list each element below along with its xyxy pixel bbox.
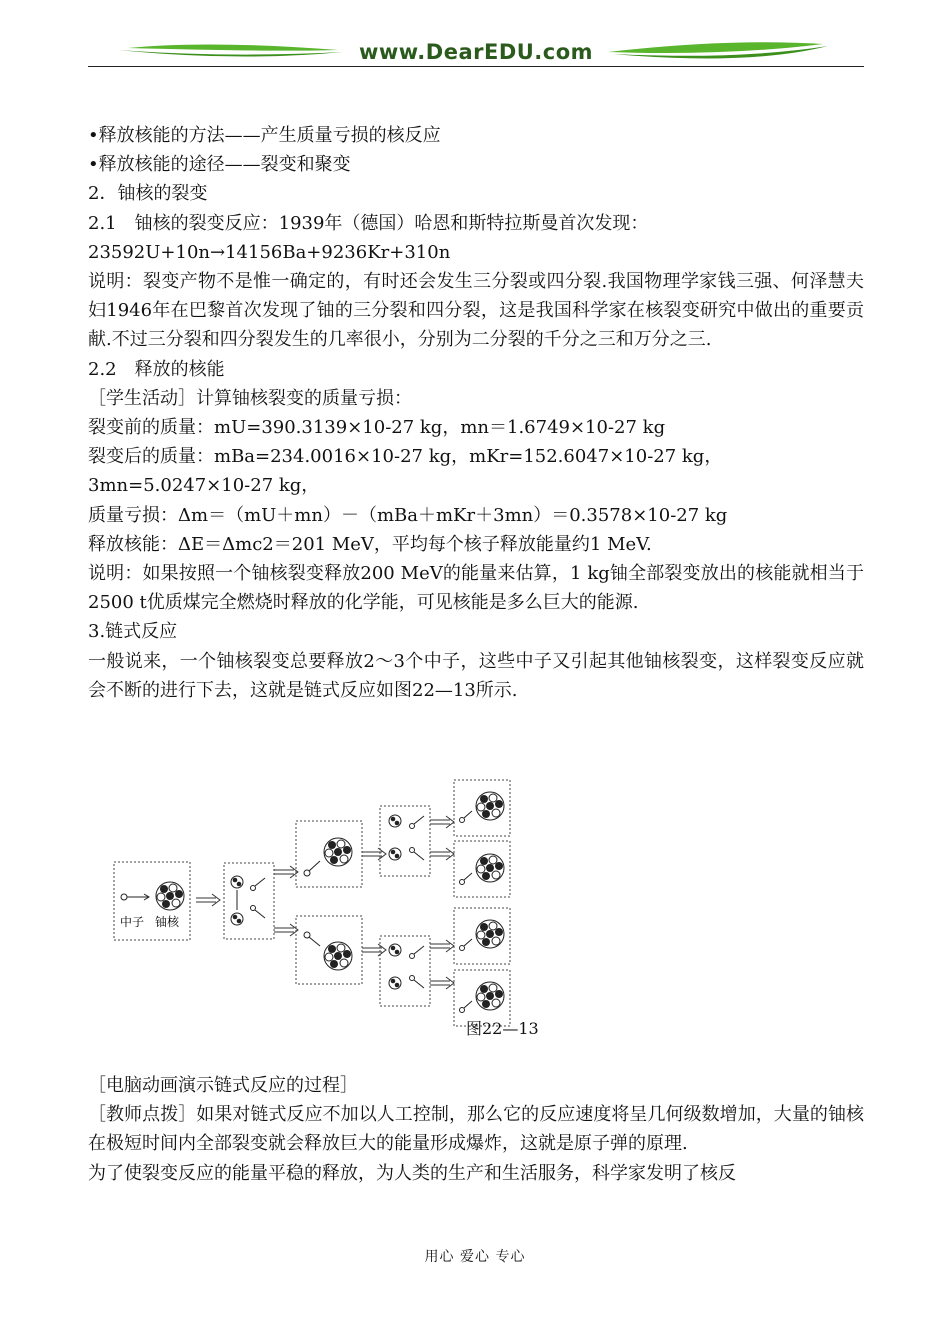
text-line: 3mn=5.0247×10-27 kg， <box>88 475 320 497</box>
document-body <box>88 121 864 705</box>
note-paragraph: 说明：如果按照一个铀核裂变释放200 MeV的能量来估算，1 kg铀全部裂变放出的核能就相当于2500 t优质煤完全燃烧时释放的化学能，可见核能是多么巨大的能源. <box>88 563 864 614</box>
nucleus-label: 铀核 <box>155 915 180 929</box>
text-line: 裂变前的质量：mU=390.3139×10-27 kg，mn＝1.6749×10-27 kg <box>88 417 666 439</box>
text-line: 释放核能：ΔE＝Δmc2＝201 MeV，平均每个核子释放能量约1 MeV. <box>88 533 652 555</box>
text-line: ［学生活动］计算铀核裂变的质量亏损： <box>88 387 412 409</box>
figure-caption: 图22—13 <box>466 1019 539 1038</box>
site-brand: www.DearEDU.com <box>358 40 594 64</box>
section-heading: 3.链式反应 <box>88 621 178 643</box>
chain-reaction-figure <box>112 778 552 1040</box>
text-line: ［电脑动画演示链式反应的过程］ <box>88 1075 358 1096</box>
reaction-equation: 23592U+10n→14156Ba+9236Kr+310n <box>88 241 451 263</box>
note-paragraph: 说明：裂变产物不是惟一确定的，有时还会发生三分裂或四分裂.我国物理学家钱三强、何泽慧夫妇1946年在巴黎首次发现了铀的三分裂和四分裂，这是我国科学家在核裂变研究中做出的重要贡献.不过三分裂和四分裂发生的几率很小，分别为二分裂的千分之三和万分之三. <box>88 271 864 351</box>
page-footer: 用心 爱心 专心 <box>424 1249 526 1265</box>
teacher-paragraph: ［教师点拨］如果对链式反应不加以人工控制，那么它的反应速度将呈几何级数增加，大量的铀核在极短时间内全部裂变就会释放巨大的能量形成爆炸，这就是原子弹的原理. <box>88 1104 864 1155</box>
text-line: 为了使裂变反应的能量平稳的释放，为人类的生产和生活服务，科学家发明了核反 <box>88 1162 736 1184</box>
text-line: 质量亏损：Δm＝（mU＋mn）－（mBa＋mKr＋3mn）＝0.3578×10-27 kg <box>88 504 728 526</box>
subsection-heading: 2.2 释放的核能 <box>88 358 225 380</box>
text-line: •释放核能的途径——裂变和聚变 <box>88 154 351 176</box>
text-line: •释放核能的方法——产生质量亏损的核反应 <box>88 125 441 146</box>
section-heading: 2．铀核的裂变 <box>88 183 208 205</box>
page-header <box>88 36 864 70</box>
chain-reaction-diagram <box>112 778 552 1040</box>
chain-paragraph: 一般说来，一个铀核裂变总要释放2～3个中子，这些中子又引起其他铀核裂变，这样裂变反应就会不断的进行下去，这就是链式反应如图22—13所示. <box>88 650 864 701</box>
document-body-lower <box>88 1071 864 1188</box>
header-divider <box>88 66 864 67</box>
neutron-label: 中子 <box>120 915 145 929</box>
subsection-heading: 2.1 铀核的裂变反应：1939年（德国）哈恩和斯特拉斯曼首次发现： <box>88 212 649 234</box>
text-line: 裂变后的质量：mBa=234.0016×10-27 kg，mKr=152.6047×10-27 kg， <box>88 446 723 468</box>
